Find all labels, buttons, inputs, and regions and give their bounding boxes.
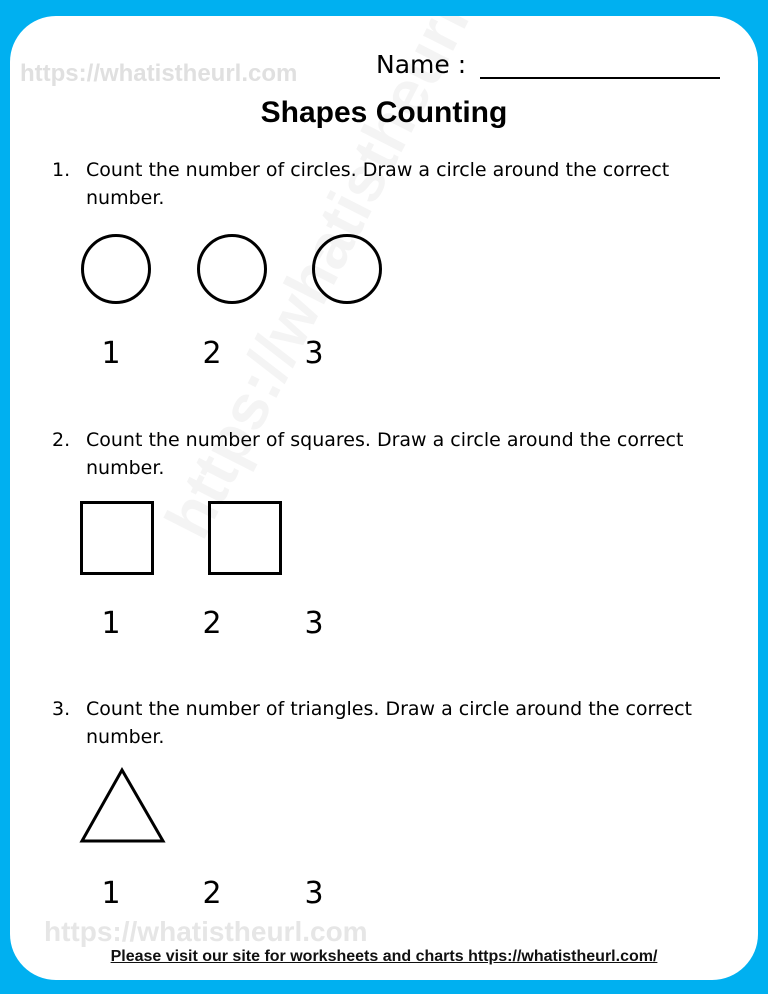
question-number: 1. — [52, 159, 71, 181]
name-label: Name : — [376, 50, 467, 79]
answer-option-3[interactable]: 3 — [304, 606, 324, 641]
question-number: 3. — [52, 698, 71, 720]
question-2 — [52, 426, 732, 482]
name-field — [376, 50, 720, 79]
question-text: Count the number of circles. Draw a circle around the correct number. — [86, 159, 670, 209]
triangle-shape — [78, 766, 168, 846]
answer-option-1[interactable]: 1 — [101, 336, 121, 371]
answer-option-3[interactable]: 3 — [304, 876, 324, 911]
square-shape — [80, 501, 154, 575]
answer-option-1[interactable]: 1 — [101, 876, 121, 911]
question-number: 2. — [52, 429, 71, 451]
square-shape — [208, 501, 282, 575]
circle-shape — [312, 234, 382, 304]
watermark-top: https://whatistheurl.com — [20, 60, 298, 87]
answer-option-3[interactable]: 3 — [304, 336, 324, 371]
answer-option-2[interactable]: 2 — [202, 336, 222, 371]
circle-shape — [81, 234, 151, 304]
worksheet — [10, 16, 758, 980]
question-text: Count the number of squares. Draw a circle around the correct number. — [86, 429, 684, 479]
name-blank-line[interactable] — [480, 51, 720, 79]
question-3 — [52, 695, 732, 751]
question-1 — [52, 156, 732, 212]
watermark-bottom: https://whatistheurl.com — [44, 916, 368, 947]
footer-link[interactable]: Please visit our site for worksheets and charts https://whatistheurl.com/ — [110, 948, 658, 965]
question-text: Count the number of triangles. Draw a circle around the correct number. — [86, 698, 692, 748]
answer-option-2[interactable]: 2 — [202, 606, 222, 641]
answer-option-1[interactable]: 1 — [101, 606, 121, 641]
page-title: Shapes Counting — [260, 96, 508, 129]
answer-option-2[interactable]: 2 — [202, 876, 222, 911]
circle-shape — [197, 234, 267, 304]
